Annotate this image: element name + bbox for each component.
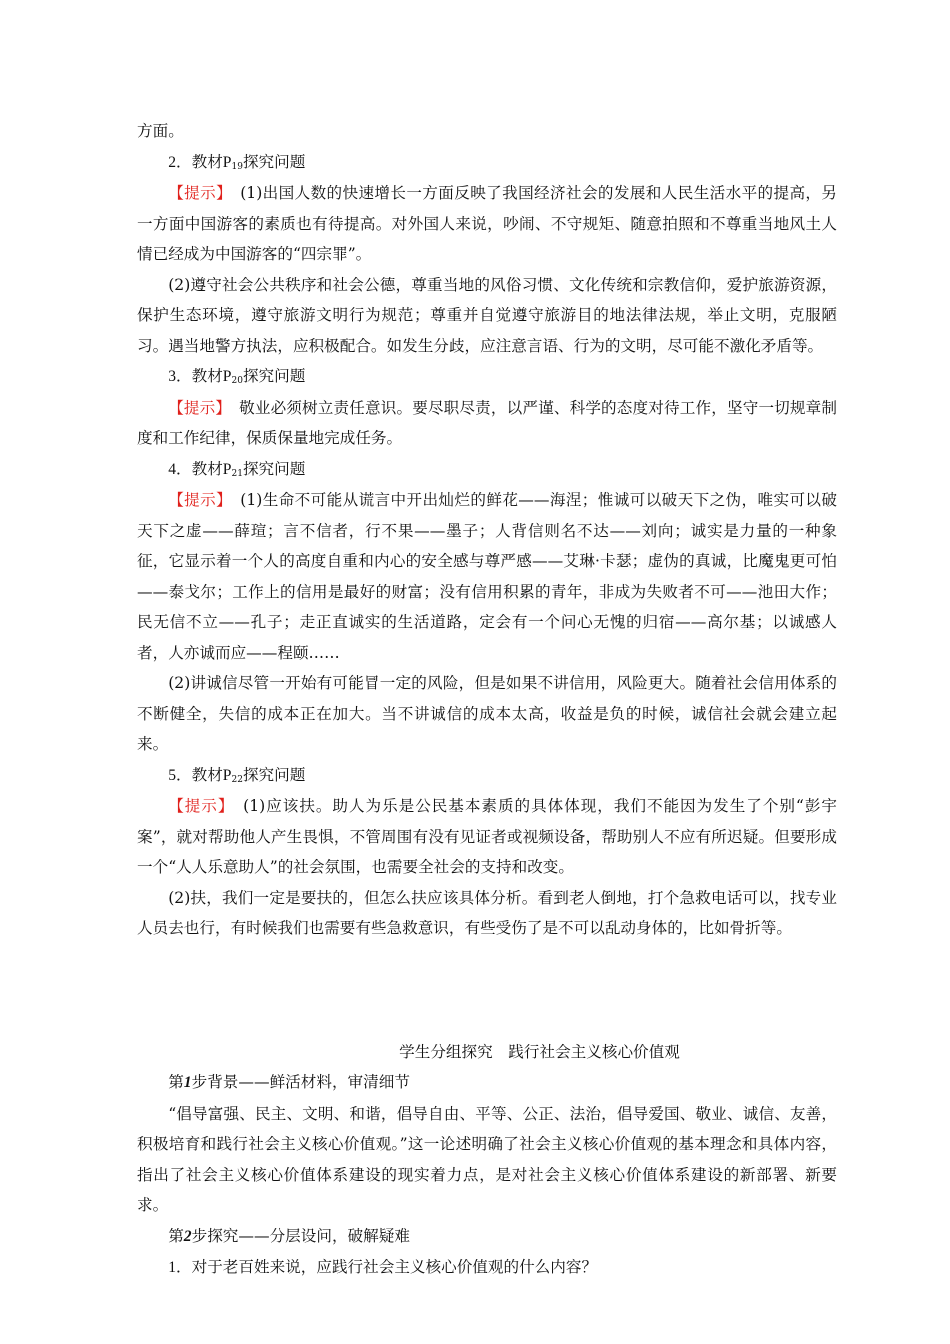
item-heading: 3．教材$P_{20}$探究问题 bbox=[168, 367, 306, 386]
item-heading: 5．教材$P_{22}$探究问题 bbox=[168, 765, 306, 785]
step-heading: 第2步探究——分层设问，破解疑难 bbox=[168, 1226, 410, 1245]
section-gap bbox=[137, 944, 837, 1037]
hint-label: 【提示】 bbox=[168, 491, 225, 509]
document-page bbox=[137, 116, 837, 1284]
item-heading: 2．教材$P_{19}$探究问题 bbox=[168, 152, 306, 172]
section-title: 学生分组探究 践行社会主义核心价值观 bbox=[399, 1042, 680, 1061]
item-paragraph: (2)扶，我们一定是要扶的，但怎么扶应该具体分析。看到老人倒地，打个急救电话可以，找专业人员去也行，有时候我们也需要有些急救意识，有些受伤了是不可以乱动身体的，比如骨折等。 bbox=[137, 888, 837, 937]
step-body: “倡导富强、民主、文明、和谐，倡导自由、平等、公正、法治，倡导爱国、敬业、诚信、友善，积极培育和践行社会主义核心价值观。”这一论述明确了社会主义核心价值观的基本理念和具体内容，指出了社会主义核心价值体系建设的现实着力点，是对社会主义核心价值体系建设的新部署、新要求。 bbox=[137, 1104, 837, 1214]
item-hint-paragraph: 【提示】 (1)生命不可能从谎言中开出灿烂的鲜花——海涅；惟诚可以破天下之伪，唯实可以破天下之虚——薛瑄；言不信者，行不果——墨子；人背信则名不达——刘向；诚实是力量的一种象征，它显示着一个人的高度自重和内心的安全感与尊严感——艾琳·卡瑟；虚伪的真诚，比魔鬼更可怕——泰戈尔；工作上的信用是最好的财富；没有信用积累的青年，非成为失败者不可——池田大作；民无信不立——孔子；走正直诚实的生活道路，定会有一个问心无愧的归宿——高尔基；以诚感人者，人亦诚而应——程颐…… bbox=[137, 491, 837, 662]
hint-label: 【提示】 bbox=[168, 398, 224, 417]
item-hint-paragraph: 【提示】 (1)出国人数的快速增长一方面反映了我国经济社会的发展和人民生活水平的提高，另一方面中国游客的素质也有待提高。对外国人来说，吵闹、不守规矩、随意拍照和不尊重当地风土人情已经成为中国游客的“四宗罪”。 bbox=[137, 184, 837, 263]
item-hint-paragraph: 【提示】 (1)应该扶。助人为乐是公民基本素质的具体体现，我们不能因为发生了个别“彭宇案”，就对帮助他人产生畏惧，不管周围有没有见证者或视频设备，帮助别人不应有所迟疑。但要形成一个“人人乐意助人”的社会氛围，也需要全社会的支持和改变。 bbox=[137, 797, 837, 876]
intro-tail: 方面。 bbox=[137, 122, 184, 140]
hint-label: 【提示】 bbox=[168, 184, 225, 202]
step-heading: 第1步背景——鲜活材料，审清细节 bbox=[168, 1073, 410, 1091]
item-paragraph: (2)遵守社会公共秩序和社会公德，尊重当地的风俗习惯、文化传统和宗教信仰，爱护旅游资源，保护生态环境，遵守旅游文明行为规范；尊重并自觉遵守旅游目的地法律法规，举止文明，克服陋习。遇当地警方执法，应积极配合。如发生分歧，应注意言语、行为的文明，尽可能不激化矛盾等。 bbox=[137, 275, 837, 355]
hint-label: 【提示】 bbox=[168, 797, 227, 815]
item-heading: 4．教材$P_{21}$探究问题 bbox=[168, 459, 306, 479]
question: 1．对于老百姓来说，应践行社会主义核心价值观的什么内容？ bbox=[168, 1258, 598, 1276]
item-paragraph: (2)讲诚信尽管一开始有可能冒一定的风险，但是如果不讲信用，风险更大。随着社会信用体系的不断健全，失信的成本正在加大。当不讲诚信的成本太高，收益是负的时候，诚信社会就会建立起来。 bbox=[137, 674, 837, 753]
item-hint-paragraph: 【提示】 敬业必须树立责任意识。要尽职尽责，以严谨、科学的态度对待工作，坚守一切规章制度和工作纪律，保质保量地完成任务。 bbox=[137, 398, 837, 447]
